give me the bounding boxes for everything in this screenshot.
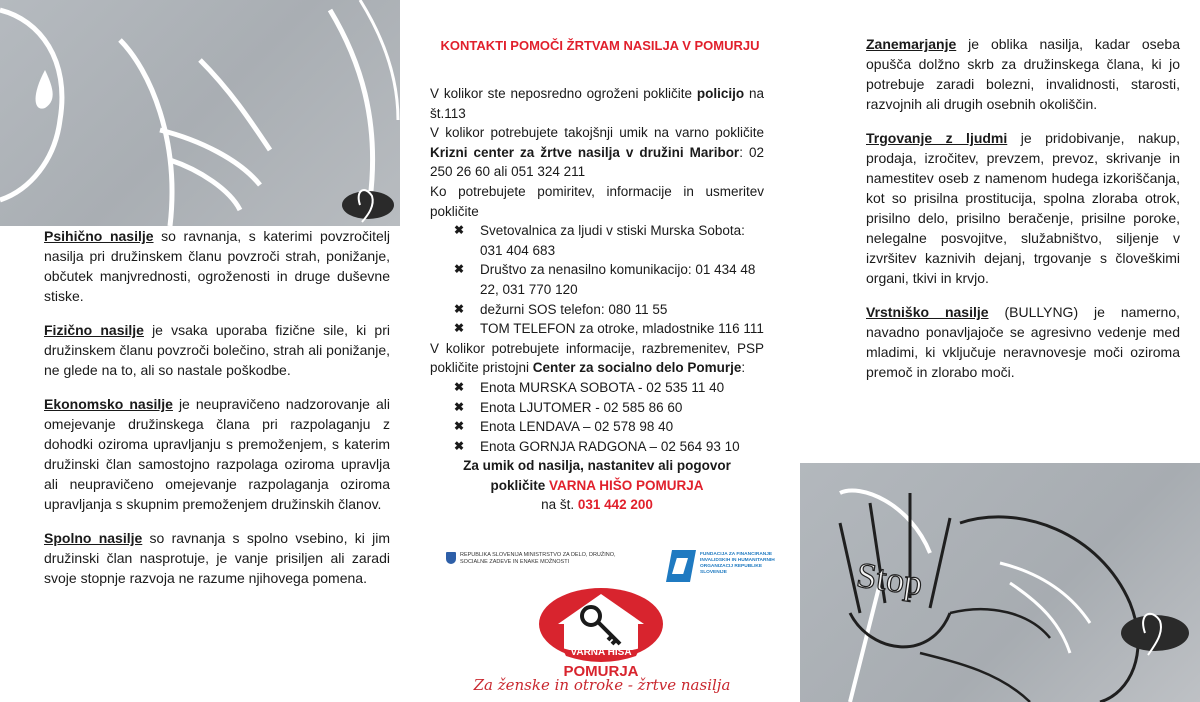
safe-house-number: 031 442 200	[577, 497, 653, 513]
list-item	[454, 437, 764, 457]
text-psychic: so ravnanja, s katerimi povzročitelj nasilja pri družinskem članu povzroči strah, ponižanje, občutek manjvrednosti, ogroženosti in druge duševne stiske.	[44, 228, 390, 304]
slovenia-crest-icon	[446, 552, 456, 564]
list-item-text: dežurni SOS telefon: 080 11 55	[480, 301, 668, 317]
middle-panel	[400, 0, 800, 702]
section-physical	[44, 320, 390, 380]
term-neglect: Zanemarjanje	[866, 36, 957, 52]
term-economic: Ekonomsko nasilje	[44, 396, 173, 412]
term-sexual: Spolno nasilje	[44, 530, 143, 546]
list-item	[454, 417, 764, 437]
list-item	[454, 260, 764, 299]
x-mark-icon: ✖	[454, 223, 465, 238]
foundation-logo	[666, 550, 776, 584]
social-text-post: :	[741, 360, 746, 376]
list-item-text: Enota MURSKA SOBOTA - 02 535 11 40	[480, 379, 725, 395]
stop-hand-illustration	[800, 463, 1200, 702]
contacts-body	[430, 84, 764, 515]
sponsor-logos	[430, 546, 775, 586]
x-mark-icon: ✖	[454, 321, 465, 336]
right-text	[866, 34, 1180, 396]
list-item	[454, 378, 764, 398]
house-key-icon	[528, 586, 674, 682]
crisis-text-pre: V kolikor potrebujete takojšnji umik na varno pokličite	[430, 125, 764, 141]
x-mark-icon: ✖	[454, 301, 465, 316]
text-trafficking: je pridobivanje, nakup, prodaja, izročitev, prevzem, prevoz, skrivanje in namestitev oseb z namenom hudega izkoriščanja, kot so prisilna prostitucija, spolna zloraba otrok, prisilno delo, prisilno beračenje, prisilne poroke, nelegalne posvojitve, služabništvo, siljenje v izvršitev kaznivih dejanj, trgovanje s človeškimi organi, tkivi in krvjo.	[866, 130, 1180, 286]
list-item-text: Svetovalnica za ljudi v stiski Murska Sobota: 031 404 683	[480, 223, 745, 258]
police-label: policijo	[696, 86, 745, 101]
police-number: na št.113	[430, 86, 764, 121]
social-text-pre: V kolikor potrebujete informacije, razbremenitev, PSP pokličite pristojni	[430, 340, 764, 376]
section-sexual	[44, 528, 390, 588]
cta-call-text: pokličite	[490, 477, 549, 493]
list-item-text: TOM TELEFON za otroke, mladostnike 116 111	[480, 321, 764, 337]
section-bullying	[866, 302, 1180, 382]
left-text	[44, 226, 390, 602]
ministry-logo-text: REPUBLIKA SLOVENIJA MINISTRSTVO ZA DELO, DRUŽINO, SOCIALNE ZADEVE IN ENAKE MOŽNOSTI	[460, 552, 616, 565]
foundation-logo-text: FUNDACIJA ZA FINANCIRANJE INVALIDSKIH IN HUMANITARNIH ORGANIZACIJ REPUBLIKE SLOVENIJE	[700, 552, 775, 575]
list-item-text: Enota LENDAVA – 02 578 98 40	[480, 419, 674, 435]
crisis-center-name: Krizni center za žrtve nasilja v družini Maribor	[430, 144, 740, 160]
term-physical: Fizično nasilje	[44, 322, 144, 338]
x-mark-icon: ✖	[454, 419, 465, 434]
crisis-numbers: : 02 250 26 60 ali 051 324 211	[430, 144, 764, 180]
police-text-pre: V kolikor ste neposredno ogroženi pokličite	[430, 86, 697, 101]
x-mark-icon: ✖	[454, 399, 465, 414]
list-item-text: Enota GORNJA RADGONA – 02 564 93 10	[480, 438, 740, 454]
list-item	[454, 221, 764, 260]
stop-hand-drawing	[800, 463, 1200, 702]
calm-paragraph: Ko potrebujete pomiritev, informacije in usmeritev pokličite	[430, 183, 764, 219]
section-economic	[44, 394, 390, 514]
stop-text: Stop	[854, 554, 926, 604]
x-mark-icon: ✖	[454, 438, 465, 453]
house-label: VARNA HIŠA	[570, 647, 632, 658]
safe-house-name: VARNA HIŠO POMURJA	[549, 477, 704, 493]
list-item	[454, 300, 764, 320]
social-center-paragraph	[430, 339, 764, 378]
text-sexual: so ravnanja s spolno vsebino, ki jim družinski član nasprotuje, je vanje prisiljen ali zaradi svoje stopnje razvoja ne razume njihovega pomena.	[44, 530, 391, 586]
contacts-title: KONTAKTI POMOČI ŽRTVAM NASILJA V POMURJU	[440, 38, 760, 53]
cta-line-1: Za umik od nasilja, nastanitev ali pogovor	[463, 458, 731, 474]
hand-face-illustration	[0, 0, 400, 226]
x-mark-icon: ✖	[454, 379, 465, 394]
list-item-text: Enota LJUTOMER - 02 585 86 60	[480, 399, 683, 415]
term-bullying: Vrstniško nasilje	[866, 304, 989, 320]
social-center-name: Center za socialno delo Pomurje	[532, 360, 742, 376]
section-psychic	[44, 226, 390, 306]
term-trafficking: Trgovanje z ljudmi	[866, 130, 1008, 146]
ministry-logo	[446, 552, 620, 566]
list-item-text: Društvo za nenasilno komunikacijo: 01 434 48 22, 031 770 120	[480, 262, 756, 297]
section-neglect	[866, 34, 1180, 114]
x-mark-icon: ✖	[454, 262, 465, 277]
house-sub: POMURJA	[563, 663, 639, 680]
safe-house-logo	[528, 586, 674, 682]
cta-line-3	[430, 495, 764, 515]
text-neglect: je oblika nasilja, kadar oseba opušča dolžno skrb za družinskega člana, ki jo potrebuje zaradi bolezni, invalidnosti, starosti, razvojnih ali drugih osebnih okoliščin.	[866, 36, 1180, 112]
cta-number-prefix: na št.	[541, 497, 578, 513]
section-trafficking	[866, 128, 1180, 288]
left-panel	[0, 0, 400, 702]
right-panel	[800, 0, 1200, 702]
list-item	[454, 319, 764, 339]
tagline: Za ženske in otroke - žrtve nasilja	[473, 676, 731, 694]
crisis-paragraph	[430, 123, 764, 182]
term-psychic: Psihično nasilje	[44, 228, 154, 244]
counseling-list	[430, 221, 764, 339]
text-bullying: (BULLYNG) je namerno, navadno ponavljajoče se agresivno vedenje med mladimi, ki vključuje neravnovesje moči oziroma premoč in zlorabo moči.	[866, 304, 1180, 380]
text-economic: je neupravičeno nadzorovanje ali omejevanje družinskega člana pri razpolaganju z dohodki oziroma upravljanju s premoženjem, s katerim družinski član samostojno razpolaga oziroma upravlja ali neupravičeno omejevanje razpolaganja oziroma upravljanja s skupnim premoženjem družinskih članov.	[44, 396, 390, 512]
list-item	[454, 398, 764, 418]
units-list	[430, 378, 764, 456]
text-physical: je vsaka uporaba fizične sile, ki pri družinskem članu povzroči bolečino, strah ali ponižanje, ne glede na to, ali so nastale poškodbe.	[44, 322, 390, 378]
hand-face-drawing	[0, 0, 400, 226]
cta-line-2	[430, 476, 764, 496]
police-paragraph	[430, 84, 764, 123]
